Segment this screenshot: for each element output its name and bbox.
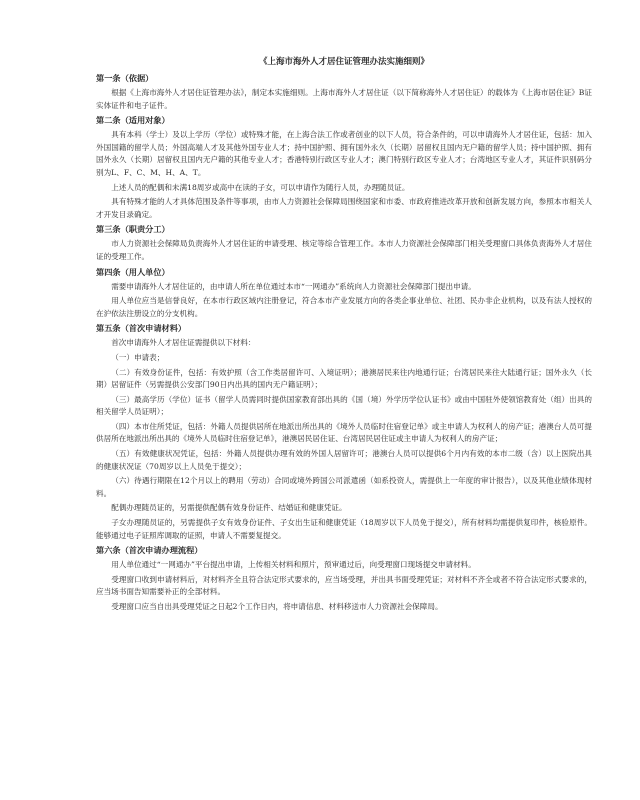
paragraph: 受理窗口应当自出具受理凭证之日起2个工作日内，将申请信息、材料移送市人力资源社会保障局。 (111, 602, 443, 611)
paragraph: 用人单位应当是信誉良好，在本市行政区域内注册登记，符合本市产业发展方向的各类企事业单位、社团、民办非企业机构，以及有法人授权的在沪依法注册设立的分支机构。 (96, 296, 592, 318)
paragraph: （四）本市住所凭证，包括：外籍人员提供居所在地派出所出具的《境外人员临时住宿登记单》或主申请人为权利人的房产证；港澳台人员可提供居所在地派出所出具的《境外人员临时住宿登记单》，港澳居民居住证、台湾居民居住证或主申请人为权利人的房产证； (96, 421, 592, 444)
paragraph: 子女办理随员证的，另需提供子女有效身份证件、子女出生证和健康凭证（18周岁以下人员免于提交），所有材料均需提供复印件，核验原件。能够通过电子证照库调取的证照，申请人不需要复提交。 (96, 518, 592, 540)
paragraph: 需要申请海外人才居住证的，由申请人所在单位通过本市“一网通办”系统向人力资源社会保障部门提出申请。 (111, 281, 476, 291)
section-heading: 第三条（职责分工） (96, 224, 170, 235)
document-title: 《上海市海外人才居住证管理办法实施细则》 (258, 57, 429, 67)
section-heading: 第六条（首次申请办理流程） (96, 545, 203, 556)
paragraph: 上述人员的配偶和未满18周岁或高中在读的子女，可以申请作为随行人员，办理随员证。 (111, 182, 410, 192)
paragraph: （二）有效身份证件，包括：有效护照（含工作类居留许可、入境证明）；港澳居民来往内地通行证；台湾居民来往大陆通行证；国外永久（长期）居留证件（另需提供公安部门90日内出具的国内无户籍证明）； (96, 367, 592, 390)
paragraph: 具有本科（学士）及以上学历（学位）或特殊才能，在上海合法工作或者创业的以下人员，符合条件的，可以申请海外人才居住证，包括：加入外国国籍的留学人员；外国高端人才及其他外国专业人才；持中国护照、拥有国外永久（长期）居留权且国内无户籍的留学人员；持中国护照、拥有国外永久（长期）居留权且国内无户籍的其他专业人才；香港特别行政区专业人才；澳门特别行政区专业人才；台湾地区专业人才，其证件识别码分别为L、F、C、M、H、A、T。 (96, 130, 592, 177)
section-heading: 第一条（依据） (96, 73, 154, 83)
section-heading: 第五条（首次申请材料） (96, 323, 187, 334)
paragraph: （六）待遇行期限在12个月以上的聘用（劳动）合同或境外跨国公司派遣函（如系投资人，需提供上一年度的审计报告），以及其他业绩体现材料。 (96, 476, 592, 498)
section-2 (96, 114, 592, 221)
paragraph: 根据《上海市海外人才居住证管理办法》，制定本实施细则。上海市海外人才居住证（以下简称海外人才居住证）的载体为《上海市居住证》B证实体证件和电子证件。 (96, 88, 592, 110)
paragraph: （一）申请表； (111, 352, 165, 362)
section-6 (96, 544, 592, 613)
paragraph: 受理窗口收到申请材料后，对材料齐全且符合法定形式要求的，应当场受理，并出具书面受理凭证；对材料不齐全或者不符合法定形式要求的，应当场书面告知需要补正的全部材料。 (96, 574, 592, 597)
paragraph: （五）有效健康状况凭证，包括：外籍人员提供办理有效的外国人居留许可；港澳台人员可以提供6个月内有效的本市二级（含）以上医院出具的健康状况证（70周岁以上人员免于提交）； (96, 449, 592, 471)
section-3 (96, 223, 592, 263)
paragraph: 配偶办理随员证的，另需提供配偶有效身份证件、结婚证和健康凭证。 (111, 503, 347, 513)
paragraph: 首次申请海外人才居住证需提供以下材料： (111, 338, 256, 348)
paragraph: 具有特殊才能的人才具体范围及条件等事项，由市人力资源社会保障局围绕国家和市委、市政府推进改革开放和创新发展方向，参照本市相关人才开发目录确定。 (96, 197, 592, 219)
paragraph: 用人单位通过“一网通办”平台提出申请，上传相关材料和照片，预审通过后，向受理窗口现场提交申请材料。 (111, 560, 476, 570)
section-1 (96, 72, 592, 112)
paragraph: 市人力资源社会保障局负责海外人才居住证的申请受理、核定等综合管理工作。本市人力资源社会保障部门相关受理窗口具体负责海外人才居住证的受理工作。 (96, 239, 592, 261)
paragraph: （三）最高学历（学位）证书（留学人员需同时提供国家教育部出具的《国（境）外学历学位认证书》或由中国驻外使领馆教育处（组）出具的相关留学人员证明）； (96, 394, 592, 417)
section-heading: 第四条（用人单位） (96, 266, 170, 277)
section-4 (96, 266, 592, 321)
section-heading: 第二条（适用对象） (96, 115, 170, 126)
section-5 (96, 322, 592, 542)
